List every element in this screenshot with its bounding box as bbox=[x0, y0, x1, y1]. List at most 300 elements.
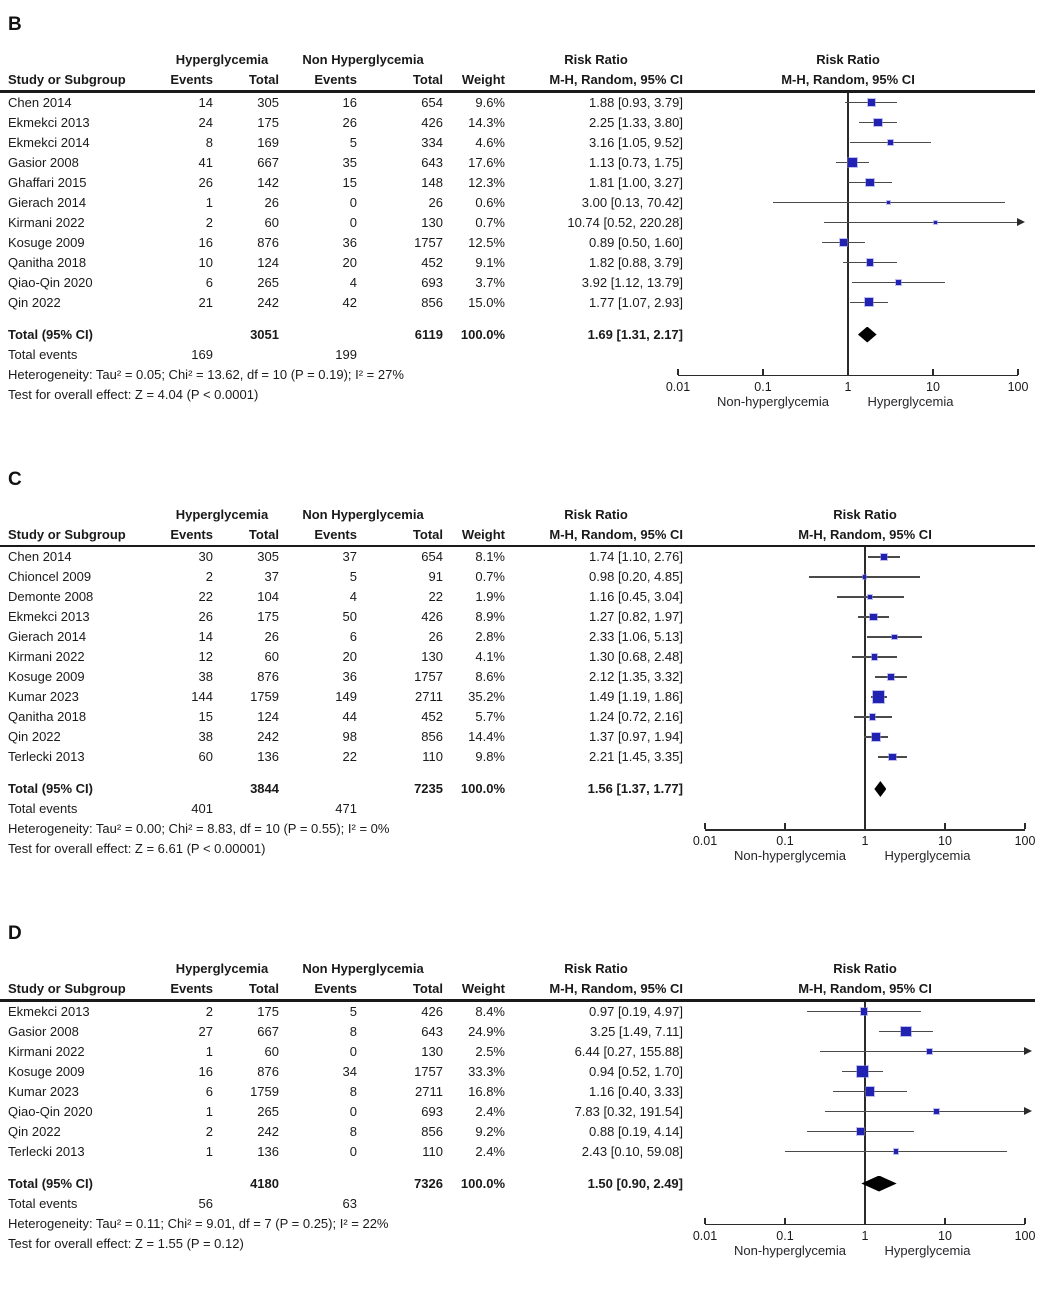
plot-title-method: M-H, Random, 95% CI bbox=[798, 981, 932, 996]
events-hyperglycemia: 15 bbox=[198, 709, 213, 724]
study-name: Kumar 2023 bbox=[8, 1083, 79, 1099]
weight-value: 0.6% bbox=[475, 194, 505, 210]
total-non-hyperglycemia: 643 bbox=[421, 154, 443, 170]
axis-tick bbox=[762, 369, 764, 375]
total-hyperglycemia: 124 bbox=[257, 709, 279, 724]
weight-value: 2.4% bbox=[475, 1103, 505, 1119]
effect-marker bbox=[840, 239, 847, 246]
risk-ratio-ci-value: 1.88 [0.93, 3.79] bbox=[589, 94, 683, 110]
total-participants-non: 7235 bbox=[414, 781, 443, 796]
axis-tick-label: 10 bbox=[938, 834, 952, 848]
events-non-hyperglycemia: 149 bbox=[335, 689, 357, 704]
weight-value: 0.7% bbox=[475, 569, 505, 584]
spacer bbox=[163, 779, 215, 799]
column-header-risk-ratio: Risk Ratio bbox=[564, 961, 628, 976]
events-non-hyperglycemia: 35 bbox=[342, 154, 357, 170]
study-name: Gierach 2014 bbox=[8, 194, 87, 210]
weight-value: 12.5% bbox=[468, 234, 505, 250]
study-name: Ekmekci 2013 bbox=[8, 114, 90, 130]
total-hyperglycemia: 26 bbox=[264, 629, 279, 644]
total-non-hyperglycemia: 426 bbox=[421, 1003, 443, 1019]
total-participants-non: 6119 bbox=[414, 326, 443, 342]
total-participants-hyper: 4180 bbox=[250, 1175, 279, 1191]
column-header-risk-ratio: Risk Ratio bbox=[564, 52, 628, 67]
events-non-hyperglycemia: 0 bbox=[349, 1143, 357, 1159]
forest-plot-area bbox=[660, 915, 1053, 1264]
study-name: Chioncel 2009 bbox=[8, 569, 92, 584]
events-hyperglycemia: 16 bbox=[198, 1063, 213, 1079]
effect-marker bbox=[927, 1049, 931, 1053]
total-non-hyperglycemia: 426 bbox=[421, 609, 443, 624]
column-header-events-hyper: Events bbox=[170, 526, 213, 542]
axis-tick bbox=[1017, 369, 1019, 375]
column-header-events-non: Events bbox=[314, 526, 357, 542]
events-non-hyperglycemia: 5 bbox=[349, 569, 357, 584]
total-weight: 100.0% bbox=[460, 781, 505, 796]
weight-value: 8.1% bbox=[475, 549, 505, 564]
events-hyperglycemia: 12 bbox=[198, 649, 213, 664]
effect-marker bbox=[857, 1128, 864, 1135]
risk-ratio-ci-value: 1.27 [0.82, 1.97] bbox=[589, 609, 683, 624]
axis-tick bbox=[704, 1218, 706, 1224]
spacer bbox=[281, 1174, 359, 1194]
risk-ratio-ci-value: 2.25 [1.33, 3.80] bbox=[589, 114, 683, 130]
events-hyperglycemia: 41 bbox=[198, 154, 213, 170]
events-non-hyperglycemia: 15 bbox=[342, 174, 357, 190]
study-name: Kirmani 2022 bbox=[8, 1043, 85, 1059]
risk-ratio-ci-value: 7.83 [0.32, 191.54] bbox=[574, 1103, 683, 1119]
total-hyperglycemia: 242 bbox=[257, 729, 279, 744]
effect-marker bbox=[901, 1027, 911, 1037]
events-non-hyperglycemia: 36 bbox=[342, 669, 357, 684]
overall-effect-text: Test for overall effect: Z = 6.61 (P < 0.00001) bbox=[8, 841, 266, 856]
total-non-hyperglycemia: 110 bbox=[422, 1143, 443, 1159]
panel-label: B bbox=[8, 14, 22, 35]
events-hyperglycemia: 26 bbox=[198, 609, 213, 624]
risk-ratio-ci-value: 3.16 [1.05, 9.52] bbox=[589, 134, 683, 150]
effect-marker bbox=[865, 298, 873, 306]
total-non-hyperglycemia: 110 bbox=[422, 749, 443, 764]
study-name: Qanitha 2018 bbox=[8, 709, 87, 724]
ci-arrow-right bbox=[1017, 218, 1025, 226]
ci-arrow-right bbox=[1024, 1107, 1032, 1115]
study-name: Kumar 2023 bbox=[8, 689, 79, 704]
axis-tick bbox=[932, 369, 934, 375]
events-hyperglycemia: 10 bbox=[198, 254, 213, 270]
events-non-hyperglycemia: 26 bbox=[342, 114, 357, 130]
effect-marker bbox=[896, 280, 901, 285]
null-effect-line bbox=[864, 547, 866, 829]
study-name: Chen 2014 bbox=[8, 549, 72, 564]
study-name: Qin 2022 bbox=[8, 1123, 61, 1139]
study-name: Demonte 2008 bbox=[8, 589, 94, 604]
total-risk-ratio-ci: 1.50 [0.90, 2.49] bbox=[587, 1175, 683, 1191]
study-name: Qiao-Qin 2020 bbox=[8, 1103, 93, 1119]
effect-marker bbox=[870, 714, 876, 720]
effect-marker bbox=[888, 140, 893, 145]
total-non-hyperglycemia: 452 bbox=[421, 709, 443, 724]
total-hyperglycemia: 876 bbox=[257, 1063, 279, 1079]
header-spacer bbox=[0, 505, 163, 525]
total-hyperglycemia: 136 bbox=[257, 1143, 279, 1159]
risk-ratio-ci-value: 2.21 [1.45, 3.35] bbox=[589, 749, 683, 764]
events-hyperglycemia: 1 bbox=[205, 194, 213, 210]
total-hyperglycemia: 305 bbox=[257, 94, 279, 110]
total-hyperglycemia: 242 bbox=[257, 294, 279, 310]
total-non-hyperglycemia: 2711 bbox=[415, 689, 443, 704]
axis-tick bbox=[1024, 823, 1026, 829]
events-non-hyperglycemia: 98 bbox=[342, 729, 357, 744]
risk-ratio-ci-value: 10.74 [0.52, 220.28] bbox=[567, 214, 683, 230]
events-non-hyperglycemia: 0 bbox=[349, 194, 357, 210]
events-hyperglycemia: 22 bbox=[198, 589, 213, 604]
column-header-study: Study or Subgroup bbox=[8, 981, 126, 996]
weight-value: 9.8% bbox=[475, 749, 505, 764]
axis-label-right: Hyperglycemia bbox=[884, 848, 971, 863]
column-header-weight: Weight bbox=[461, 981, 505, 996]
events-hyperglycemia: 60 bbox=[198, 749, 213, 764]
effect-marker bbox=[894, 1149, 898, 1153]
weight-value: 1.9% bbox=[475, 589, 505, 604]
weight-value: 14.4% bbox=[468, 729, 505, 744]
risk-ratio-ci-value: 1.82 [0.88, 3.79] bbox=[589, 254, 683, 270]
total-events-non: 471 bbox=[335, 801, 357, 816]
column-header-events-hyper: Events bbox=[170, 981, 213, 996]
effect-marker bbox=[872, 733, 880, 741]
events-non-hyperglycemia: 20 bbox=[342, 649, 357, 664]
axis-label-right: Hyperglycemia bbox=[884, 1242, 971, 1258]
total-non-hyperglycemia: 693 bbox=[421, 1103, 443, 1119]
study-name: Kirmani 2022 bbox=[8, 649, 85, 664]
plot-title-method: M-H, Random, 95% CI bbox=[798, 526, 932, 542]
risk-ratio-ci-value: 6.44 [0.27, 155.88] bbox=[574, 1043, 683, 1059]
risk-ratio-ci-value: 0.98 [0.20, 4.85] bbox=[589, 569, 683, 584]
forest-panel-c bbox=[0, 461, 1053, 863]
effect-marker bbox=[889, 754, 896, 761]
total-hyperglycemia: 242 bbox=[257, 1123, 279, 1139]
risk-ratio-ci-value: 1.77 [1.07, 2.93] bbox=[589, 294, 683, 310]
total-non-hyperglycemia: 148 bbox=[421, 174, 443, 190]
total-non-hyperglycemia: 130 bbox=[421, 649, 443, 664]
effect-marker bbox=[872, 654, 877, 659]
risk-ratio-ci-value: 1.81 [1.00, 3.27] bbox=[589, 174, 683, 190]
column-header-group-non-hyperglycemia: Non Hyperglycemia bbox=[302, 961, 424, 976]
total-hyperglycemia: 265 bbox=[257, 1103, 279, 1119]
effect-marker bbox=[870, 614, 877, 621]
risk-ratio-ci-value: 0.88 [0.19, 4.14] bbox=[589, 1123, 683, 1139]
column-header-method: M-H, Random, 95% CI bbox=[549, 981, 683, 996]
axis-tick-label: 0.01 bbox=[692, 1228, 718, 1243]
header-spacer bbox=[445, 50, 507, 70]
risk-ratio-ci-value: 1.16 [0.40, 3.33] bbox=[589, 1083, 683, 1099]
total-non-hyperglycemia: 452 bbox=[421, 254, 443, 270]
total-hyperglycemia: 60 bbox=[264, 1043, 279, 1059]
events-hyperglycemia: 38 bbox=[198, 669, 213, 684]
study-name: Terlecki 2013 bbox=[8, 749, 85, 764]
weight-value: 12.3% bbox=[468, 174, 505, 190]
effect-marker bbox=[934, 1109, 938, 1113]
study-name: Kosuge 2009 bbox=[8, 234, 85, 250]
total-events-non: 63 bbox=[342, 1195, 357, 1211]
spacer bbox=[281, 779, 359, 799]
study-name: Ekmekci 2014 bbox=[8, 134, 90, 150]
study-name: Chen 2014 bbox=[8, 94, 72, 110]
spacer bbox=[215, 799, 281, 819]
ci-line bbox=[825, 1111, 1025, 1113]
total-participants-hyper: 3844 bbox=[250, 781, 279, 796]
effect-marker bbox=[857, 1066, 868, 1077]
risk-ratio-ci-value: 3.00 [0.13, 70.42] bbox=[581, 194, 683, 210]
axis-tick-label: 1 bbox=[861, 1228, 869, 1243]
weight-value: 9.1% bbox=[475, 254, 505, 270]
total-events-hyper: 401 bbox=[191, 801, 213, 816]
risk-ratio-ci-value: 1.49 [1.19, 1.86] bbox=[589, 689, 683, 704]
panel-label: D bbox=[8, 923, 22, 944]
plot-title-risk-ratio: Risk Ratio bbox=[833, 961, 897, 976]
total-hyperglycemia: 876 bbox=[257, 234, 279, 250]
effect-marker bbox=[887, 201, 890, 204]
column-header-weight: Weight bbox=[461, 72, 505, 87]
column-header-total-non: Total bbox=[412, 981, 443, 996]
axis-tick bbox=[704, 823, 706, 829]
total-non-hyperglycemia: 856 bbox=[421, 294, 443, 310]
total-non-hyperglycemia: 1757 bbox=[414, 1063, 443, 1079]
weight-value: 16.8% bbox=[468, 1083, 505, 1099]
x-axis bbox=[678, 375, 1018, 377]
events-hyperglycemia: 6 bbox=[205, 274, 213, 290]
weight-value: 4.6% bbox=[475, 134, 505, 150]
total-row-label: Total (95% CI) bbox=[8, 781, 93, 796]
events-hyperglycemia: 14 bbox=[198, 629, 213, 644]
column-header-group-hyperglycemia: Hyperglycemia bbox=[175, 52, 269, 67]
axis-tick-label: 0.1 bbox=[776, 834, 794, 848]
column-header-group-hyperglycemia: Hyperglycemia bbox=[175, 506, 269, 522]
events-non-hyperglycemia: 5 bbox=[349, 134, 357, 150]
panel-label: C bbox=[8, 468, 22, 490]
events-non-hyperglycemia: 42 bbox=[342, 294, 357, 310]
header-spacer bbox=[445, 505, 507, 525]
events-hyperglycemia: 16 bbox=[198, 234, 213, 250]
effect-marker bbox=[892, 635, 897, 640]
total-hyperglycemia: 305 bbox=[257, 549, 279, 564]
axis-label-left: Non-hyperglycemia bbox=[717, 393, 829, 409]
total-hyperglycemia: 26 bbox=[264, 194, 279, 210]
total-hyperglycemia: 169 bbox=[257, 134, 279, 150]
weight-value: 8.6% bbox=[475, 669, 505, 684]
header-spacer bbox=[0, 959, 163, 979]
study-name: Qanitha 2018 bbox=[8, 254, 87, 270]
events-hyperglycemia: 6 bbox=[205, 1083, 213, 1099]
weight-value: 2.8% bbox=[475, 629, 505, 644]
total-events-hyper: 56 bbox=[198, 1195, 213, 1211]
column-header-study: Study or Subgroup bbox=[8, 526, 126, 542]
total-hyperglycemia: 60 bbox=[264, 214, 279, 230]
study-name: Gierach 2014 bbox=[8, 629, 87, 644]
risk-ratio-ci-value: 3.92 [1.12, 13.79] bbox=[581, 274, 683, 290]
axis-tick bbox=[864, 823, 866, 829]
plot-title-method: M-H, Random, 95% CI bbox=[781, 72, 915, 87]
total-events-hyper: 169 bbox=[191, 346, 213, 362]
events-hyperglycemia: 8 bbox=[205, 134, 213, 150]
events-non-hyperglycemia: 5 bbox=[349, 1003, 357, 1019]
effect-marker bbox=[873, 691, 884, 702]
total-events-label: Total events bbox=[8, 346, 78, 362]
events-non-hyperglycemia: 4 bbox=[349, 274, 357, 290]
total-non-hyperglycemia: 654 bbox=[421, 94, 443, 110]
risk-ratio-ci-value: 0.94 [0.52, 1.70] bbox=[589, 1063, 683, 1079]
total-risk-ratio-ci: 1.69 [1.31, 2.17] bbox=[587, 326, 683, 342]
risk-ratio-ci-value: 0.97 [0.19, 4.97] bbox=[589, 1003, 683, 1019]
overall-effect-text: Test for overall effect: Z = 4.04 (P < 0.0001) bbox=[8, 386, 259, 402]
total-events-label: Total events bbox=[8, 1195, 78, 1211]
total-weight: 100.0% bbox=[460, 1175, 505, 1191]
risk-ratio-ci-value: 1.30 [0.68, 2.48] bbox=[589, 649, 683, 664]
total-non-hyperglycemia: 693 bbox=[421, 274, 443, 290]
total-hyperglycemia: 37 bbox=[264, 569, 279, 584]
risk-ratio-ci-value: 1.16 [0.45, 3.04] bbox=[589, 589, 683, 604]
study-name: Gasior 2008 bbox=[8, 154, 79, 170]
spacer bbox=[163, 1174, 215, 1194]
risk-ratio-ci-value: 1.74 [1.10, 2.76] bbox=[589, 549, 683, 564]
forest-panel-d bbox=[0, 915, 1053, 1258]
heterogeneity-text: Heterogeneity: Tau² = 0.11; Chi² = 9.01, df = 7 (P = 0.25); I² = 22% bbox=[8, 1215, 389, 1231]
axis-tick bbox=[864, 1218, 866, 1224]
axis-tick-label: 100 bbox=[1007, 379, 1029, 394]
axis-tick-label: 10 bbox=[926, 379, 940, 394]
events-hyperglycemia: 24 bbox=[198, 114, 213, 130]
axis-tick-label: 10 bbox=[938, 1228, 952, 1243]
axis-label-left: Non-hyperglycemia bbox=[734, 1242, 846, 1258]
total-non-hyperglycemia: 26 bbox=[428, 629, 443, 644]
spacer bbox=[215, 345, 281, 365]
weight-value: 0.7% bbox=[475, 214, 505, 230]
column-header-study: Study or Subgroup bbox=[8, 72, 126, 87]
study-name: Kirmani 2022 bbox=[8, 214, 85, 230]
total-hyperglycemia: 1759 bbox=[250, 1083, 279, 1099]
weight-value: 8.4% bbox=[475, 1003, 505, 1019]
total-hyperglycemia: 667 bbox=[257, 1023, 279, 1039]
events-hyperglycemia: 1 bbox=[205, 1143, 213, 1159]
effect-marker bbox=[868, 99, 875, 106]
axis-label-right: Hyperglycemia bbox=[867, 393, 954, 409]
forest-panel-b bbox=[0, 6, 1053, 409]
column-header-total-non: Total bbox=[412, 526, 443, 542]
effect-marker bbox=[881, 554, 887, 560]
events-non-hyperglycemia: 8 bbox=[349, 1123, 357, 1139]
column-header-method: M-H, Random, 95% CI bbox=[549, 526, 683, 542]
x-axis bbox=[705, 1224, 1025, 1226]
forest-plot-area bbox=[660, 6, 1053, 415]
ci-line bbox=[824, 222, 1018, 224]
header-spacer bbox=[0, 50, 163, 70]
events-non-hyperglycemia: 0 bbox=[349, 1043, 357, 1059]
column-header-method: M-H, Random, 95% CI bbox=[549, 72, 683, 87]
total-risk-ratio-ci: 1.56 [1.37, 1.77] bbox=[587, 781, 683, 796]
events-hyperglycemia: 27 bbox=[198, 1023, 213, 1039]
plot-title-risk-ratio: Risk Ratio bbox=[816, 52, 880, 67]
total-hyperglycemia: 175 bbox=[257, 609, 279, 624]
total-hyperglycemia: 60 bbox=[264, 649, 279, 664]
total-events-non: 199 bbox=[335, 346, 357, 362]
axis-tick-label: 0.01 bbox=[665, 379, 691, 394]
total-non-hyperglycemia: 2711 bbox=[415, 1083, 443, 1099]
total-row-label: Total (95% CI) bbox=[8, 326, 93, 342]
total-non-hyperglycemia: 654 bbox=[421, 549, 443, 564]
events-non-hyperglycemia: 8 bbox=[349, 1083, 357, 1099]
column-header-total-hyper: Total bbox=[248, 526, 279, 542]
axis-tick bbox=[784, 823, 786, 829]
axis-tick bbox=[847, 369, 849, 375]
risk-ratio-ci-value: 0.89 [0.50, 1.60] bbox=[589, 234, 683, 250]
axis-tick-label: 0.1 bbox=[754, 379, 772, 394]
events-non-hyperglycemia: 8 bbox=[349, 1023, 357, 1039]
weight-value: 2.5% bbox=[475, 1043, 505, 1059]
header-spacer bbox=[445, 959, 507, 979]
column-header-group-non-hyperglycemia: Non Hyperglycemia bbox=[302, 52, 424, 67]
weight-value: 17.6% bbox=[468, 154, 505, 170]
column-header-group-hyperglycemia: Hyperglycemia bbox=[175, 961, 269, 976]
events-non-hyperglycemia: 0 bbox=[349, 214, 357, 230]
null-effect-line bbox=[847, 93, 849, 375]
axis-tick-label: 0.1 bbox=[776, 1228, 794, 1243]
total-non-hyperglycemia: 130 bbox=[421, 214, 443, 230]
column-header-total-non: Total bbox=[412, 72, 443, 87]
total-non-hyperglycemia: 130 bbox=[421, 1043, 443, 1059]
axis-tick-label: 100 bbox=[1014, 834, 1036, 848]
axis-label-left: Non-hyperglycemia bbox=[734, 848, 846, 863]
events-hyperglycemia: 38 bbox=[198, 729, 213, 744]
events-hyperglycemia: 26 bbox=[198, 174, 213, 190]
study-name: Qiao-Qin 2020 bbox=[8, 274, 93, 290]
effect-marker bbox=[866, 1087, 874, 1095]
effect-marker bbox=[863, 575, 866, 578]
total-hyperglycemia: 1759 bbox=[250, 689, 279, 704]
events-non-hyperglycemia: 6 bbox=[349, 629, 357, 644]
total-non-hyperglycemia: 22 bbox=[428, 589, 443, 604]
events-hyperglycemia: 1 bbox=[205, 1103, 213, 1119]
effect-marker bbox=[868, 595, 872, 599]
overall-effect-text: Test for overall effect: Z = 1.55 (P = 0.12) bbox=[8, 1235, 244, 1251]
column-header-total-hyper: Total bbox=[248, 981, 279, 996]
axis-tick bbox=[677, 369, 679, 375]
total-hyperglycemia: 124 bbox=[257, 254, 279, 270]
events-non-hyperglycemia: 34 bbox=[342, 1063, 357, 1079]
study-name: Kosuge 2009 bbox=[8, 1063, 85, 1079]
events-hyperglycemia: 144 bbox=[191, 689, 213, 704]
column-header-events-non: Events bbox=[314, 981, 357, 996]
events-non-hyperglycemia: 36 bbox=[342, 234, 357, 250]
study-name: Kosuge 2009 bbox=[8, 669, 85, 684]
summary-diamond bbox=[874, 781, 886, 797]
events-non-hyperglycemia: 44 bbox=[342, 709, 357, 724]
total-non-hyperglycemia: 1757 bbox=[414, 669, 443, 684]
ci-line bbox=[820, 1051, 1025, 1053]
total-hyperglycemia: 136 bbox=[257, 749, 279, 764]
events-hyperglycemia: 21 bbox=[198, 294, 213, 310]
axis-tick-label: 1 bbox=[844, 379, 852, 394]
total-events-label: Total events bbox=[8, 801, 78, 816]
risk-ratio-ci-value: 3.25 [1.49, 7.11] bbox=[590, 1023, 683, 1039]
weight-value: 9.6% bbox=[475, 94, 505, 110]
total-non-hyperglycemia: 334 bbox=[421, 134, 443, 150]
effect-marker bbox=[867, 259, 874, 266]
total-participants-hyper: 3051 bbox=[250, 326, 279, 342]
events-hyperglycemia: 2 bbox=[205, 1123, 213, 1139]
column-header-events-hyper: Events bbox=[170, 72, 213, 87]
events-hyperglycemia: 2 bbox=[205, 1003, 213, 1019]
events-non-hyperglycemia: 37 bbox=[342, 549, 357, 564]
effect-marker bbox=[861, 1008, 867, 1014]
